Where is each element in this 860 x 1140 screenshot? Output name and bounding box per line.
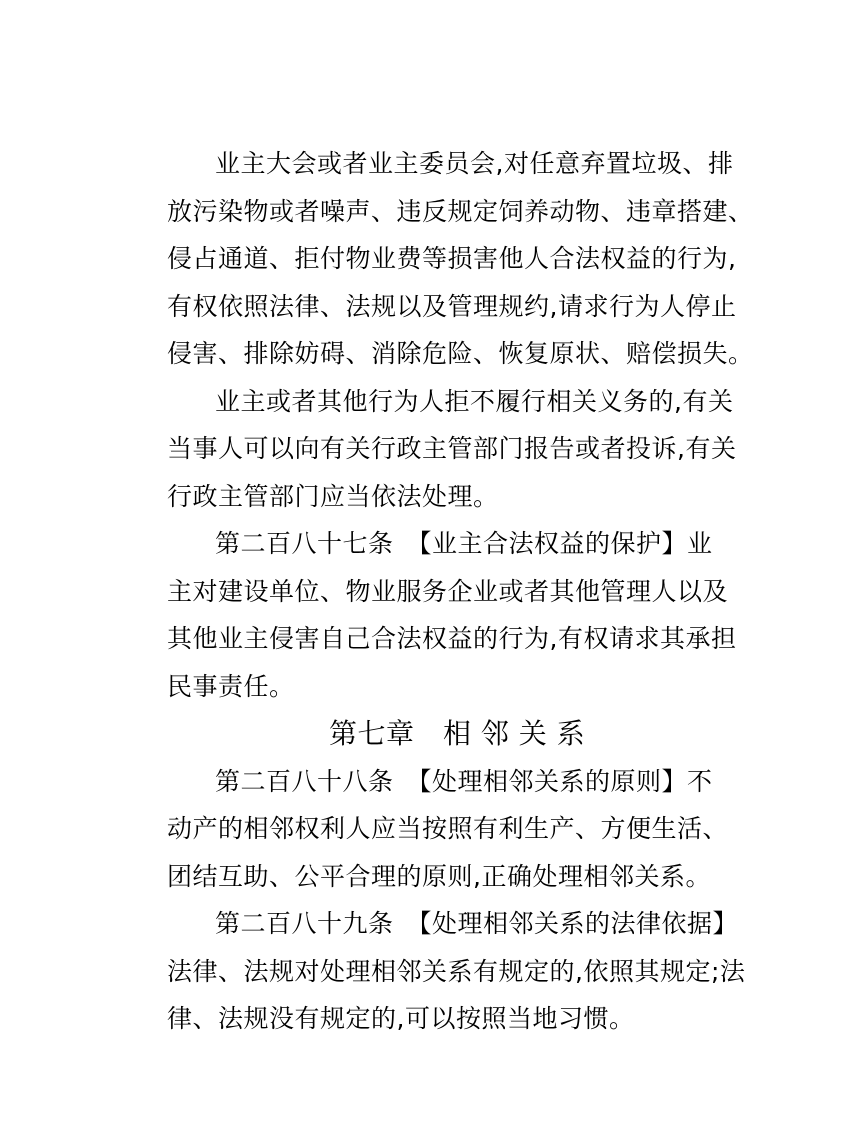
paragraph-line: 行政主管部门应当依法处理。 [167,481,499,511]
paragraph-line: 放污染物或者噪声、违反规定饲养动物、违章搭建、 [167,196,754,226]
paragraph-line: 侵占通道、拒付物业费等损害他人合法权益的行为, [167,244,737,273]
paragraph-line: 其他业主侵害自己合法权益的行为,有权请求其承担 [167,624,737,653]
paragraph-line: 民事责任。 [167,671,295,701]
paragraph-line: 业主或者其他行为人拒不履行相关义务的,有关 [215,386,734,416]
paragraph-line: 侵害、排除妨碍、消除危险、恢复原状、赔偿损失。 [167,339,754,368]
document-body [167,140,754,1043]
paragraph-line: 律、法规没有规定的,可以按照当地习惯。 [167,1004,635,1033]
paragraph-line: 法律、法规对处理相邻关系有规定的,依照其规定;法 [167,956,746,986]
paragraph-line: 当事人可以向有关行政主管部门报告或者投诉,有关 [167,434,737,463]
paragraph-line: 动产的相邻权利人应当按照有利生产、方便生活、 [167,814,729,843]
paragraph-line: 主对建设单位、物业服务企业或者其他管理人以及 [167,576,729,606]
chapter-title: 第七章 相 邻 关 系 [329,717,586,750]
paragraph-line: 有权依照法律、法规以及管理规约,请求行为人停止 [167,291,737,321]
paragraph-line: 业主大会或者业主委员会,对任意弃置垃圾、排 [215,149,734,178]
paragraph-line: 团结互助、公平合理的原则,正确处理相邻关系。 [167,861,711,891]
article-289-heading-line: 第二百八十九条 【处理相邻关系的法律依据】 [215,909,739,938]
article-288-heading-line: 第二百八十八条 【处理相邻关系的原则】不 [215,766,713,796]
article-287-heading-line: 第二百八十七条 【业主合法权益的保护】业 [215,529,713,558]
